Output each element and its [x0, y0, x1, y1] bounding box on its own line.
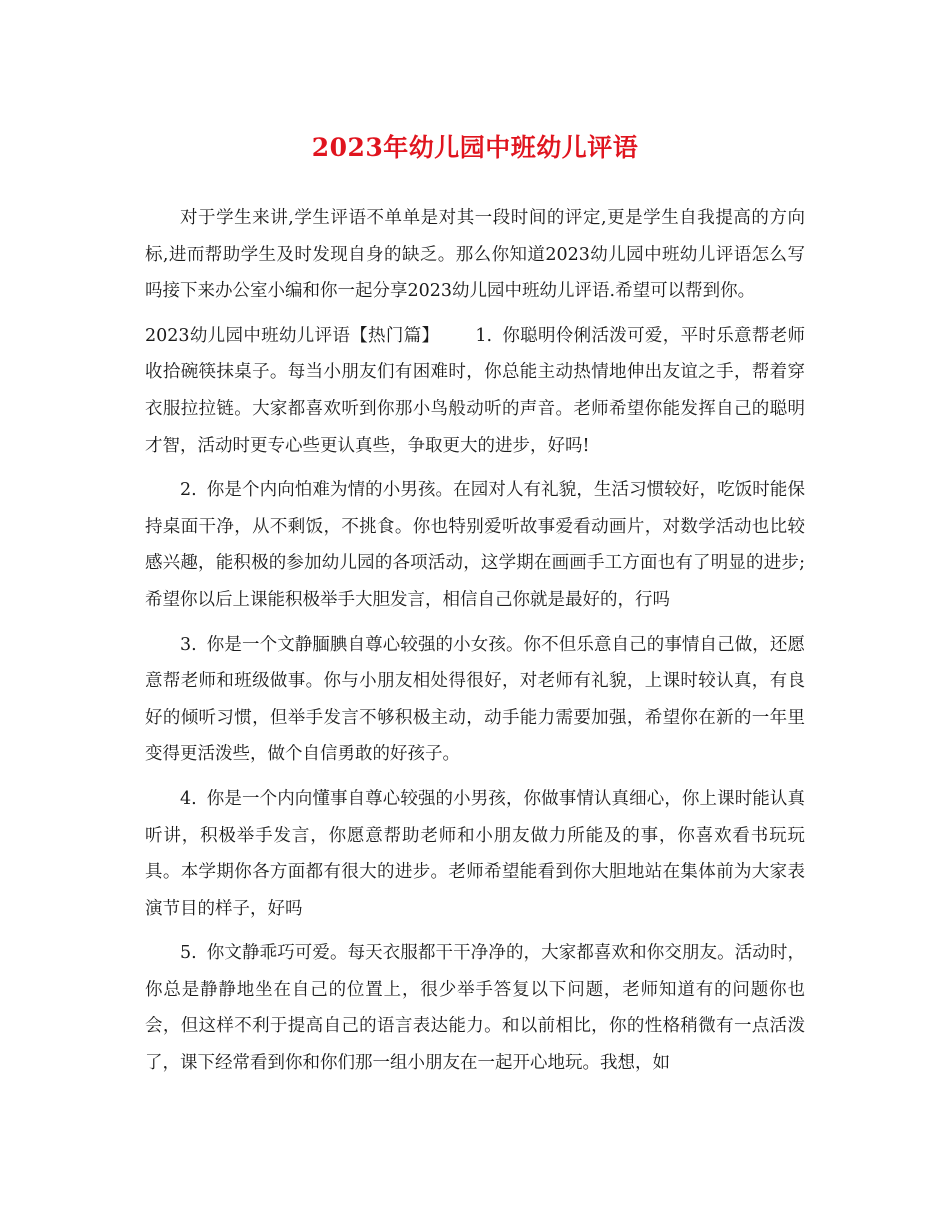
item-number: 5.: [180, 943, 197, 964]
intro-paragraph: 对于学生来讲,学生评语不单单是对其一段时间的评定,更是学生自我提高的方向标,进而帮助学生及时发现自身的缺乏。那么你知道2023幼儿园中班幼儿评语怎么写吗接下来办公室小编和你一起分享2023幼儿园中班幼儿评语.希望可以帮到你。: [145, 208, 805, 302]
section-heading: 2023幼儿园中班幼儿评语【热门篇】: [145, 325, 440, 346]
item-number: 2.: [180, 480, 197, 501]
item-paragraph-3: [145, 627, 805, 773]
item-paragraph-4: [145, 781, 805, 927]
item-text: 你文静乖巧可爱。每天衣服都干干净净的，大家都喜欢和你交朋友。活动时，你总是静静地坐在自己的位置上，很少举手答复以下问题，老师知道有的问题你也会，但这样不利于提高自己的语言表达能力。和以前相比，你的性格稍微有一点活泼了，课下经常看到你和你们那一组小朋友在一起开心地玩。我想，如: [145, 943, 805, 1074]
item-paragraph-2: [145, 472, 805, 618]
item-text: 你是个内向怕难为情的小男孩。在园对人有礼貌，生活习惯较好，吃饭时能保持桌面干净，从不剩饭，不挑食。你也特别爱听故事爱看动画片，对数学活动也比较感兴趣，能积极的参加幼儿园的各项活动，这学期在画画手工方面也有了明显的进步;希望你以后上课能积极举手大胆发言，相信自己你就是最好的，行吗: [145, 480, 805, 610]
item-paragraph-1: [145, 318, 805, 464]
item-paragraph-5: [145, 935, 805, 1081]
item-text: 你是一个文静腼腆自尊心较强的小女孩。你不但乐意自己的事情自己做，还愿意帮老师和班级做事。你与小朋友相处得很好，对老师有礼貌，上课时较认真，有良好的倾听习惯，但举手发言不够积极主动，动手能力需要加强，希望你在新的一年里变得更活泼些，做个自信勇敢的好孩子。: [145, 634, 805, 765]
document-title: 2023年幼儿园中班幼儿评语: [311, 133, 639, 162]
item-number: 4.: [180, 788, 197, 809]
item-number: 3.: [180, 634, 197, 655]
item-text: 你聪明伶俐活泼可爱，平时乐意帮老师收拾碗筷抹桌子。每当小朋友们有困难时，你总能主动热情地伸出友谊之手，帮着穿衣服拉拉链。大家都喜欢听到你那小鸟般动听的声音。老师希望你能发挥自己的聪明才智，活动时更专心些更认真些，争取更大的进步，好吗!: [145, 325, 805, 456]
item-number: 1.: [475, 325, 493, 346]
item-text: 你是一个内向懂事自尊心较强的小男孩，你做事情认真细心，你上课时能认真听讲，积极举手发言，你愿意帮助老师和小朋友做力所能及的事，你喜欢看书玩玩具。本学期你各方面都有很大的进步。老师希望能看到你大胆地站在集体前为大家表演节目的样子，好吗: [145, 788, 805, 919]
document-body: [145, 200, 805, 1090]
